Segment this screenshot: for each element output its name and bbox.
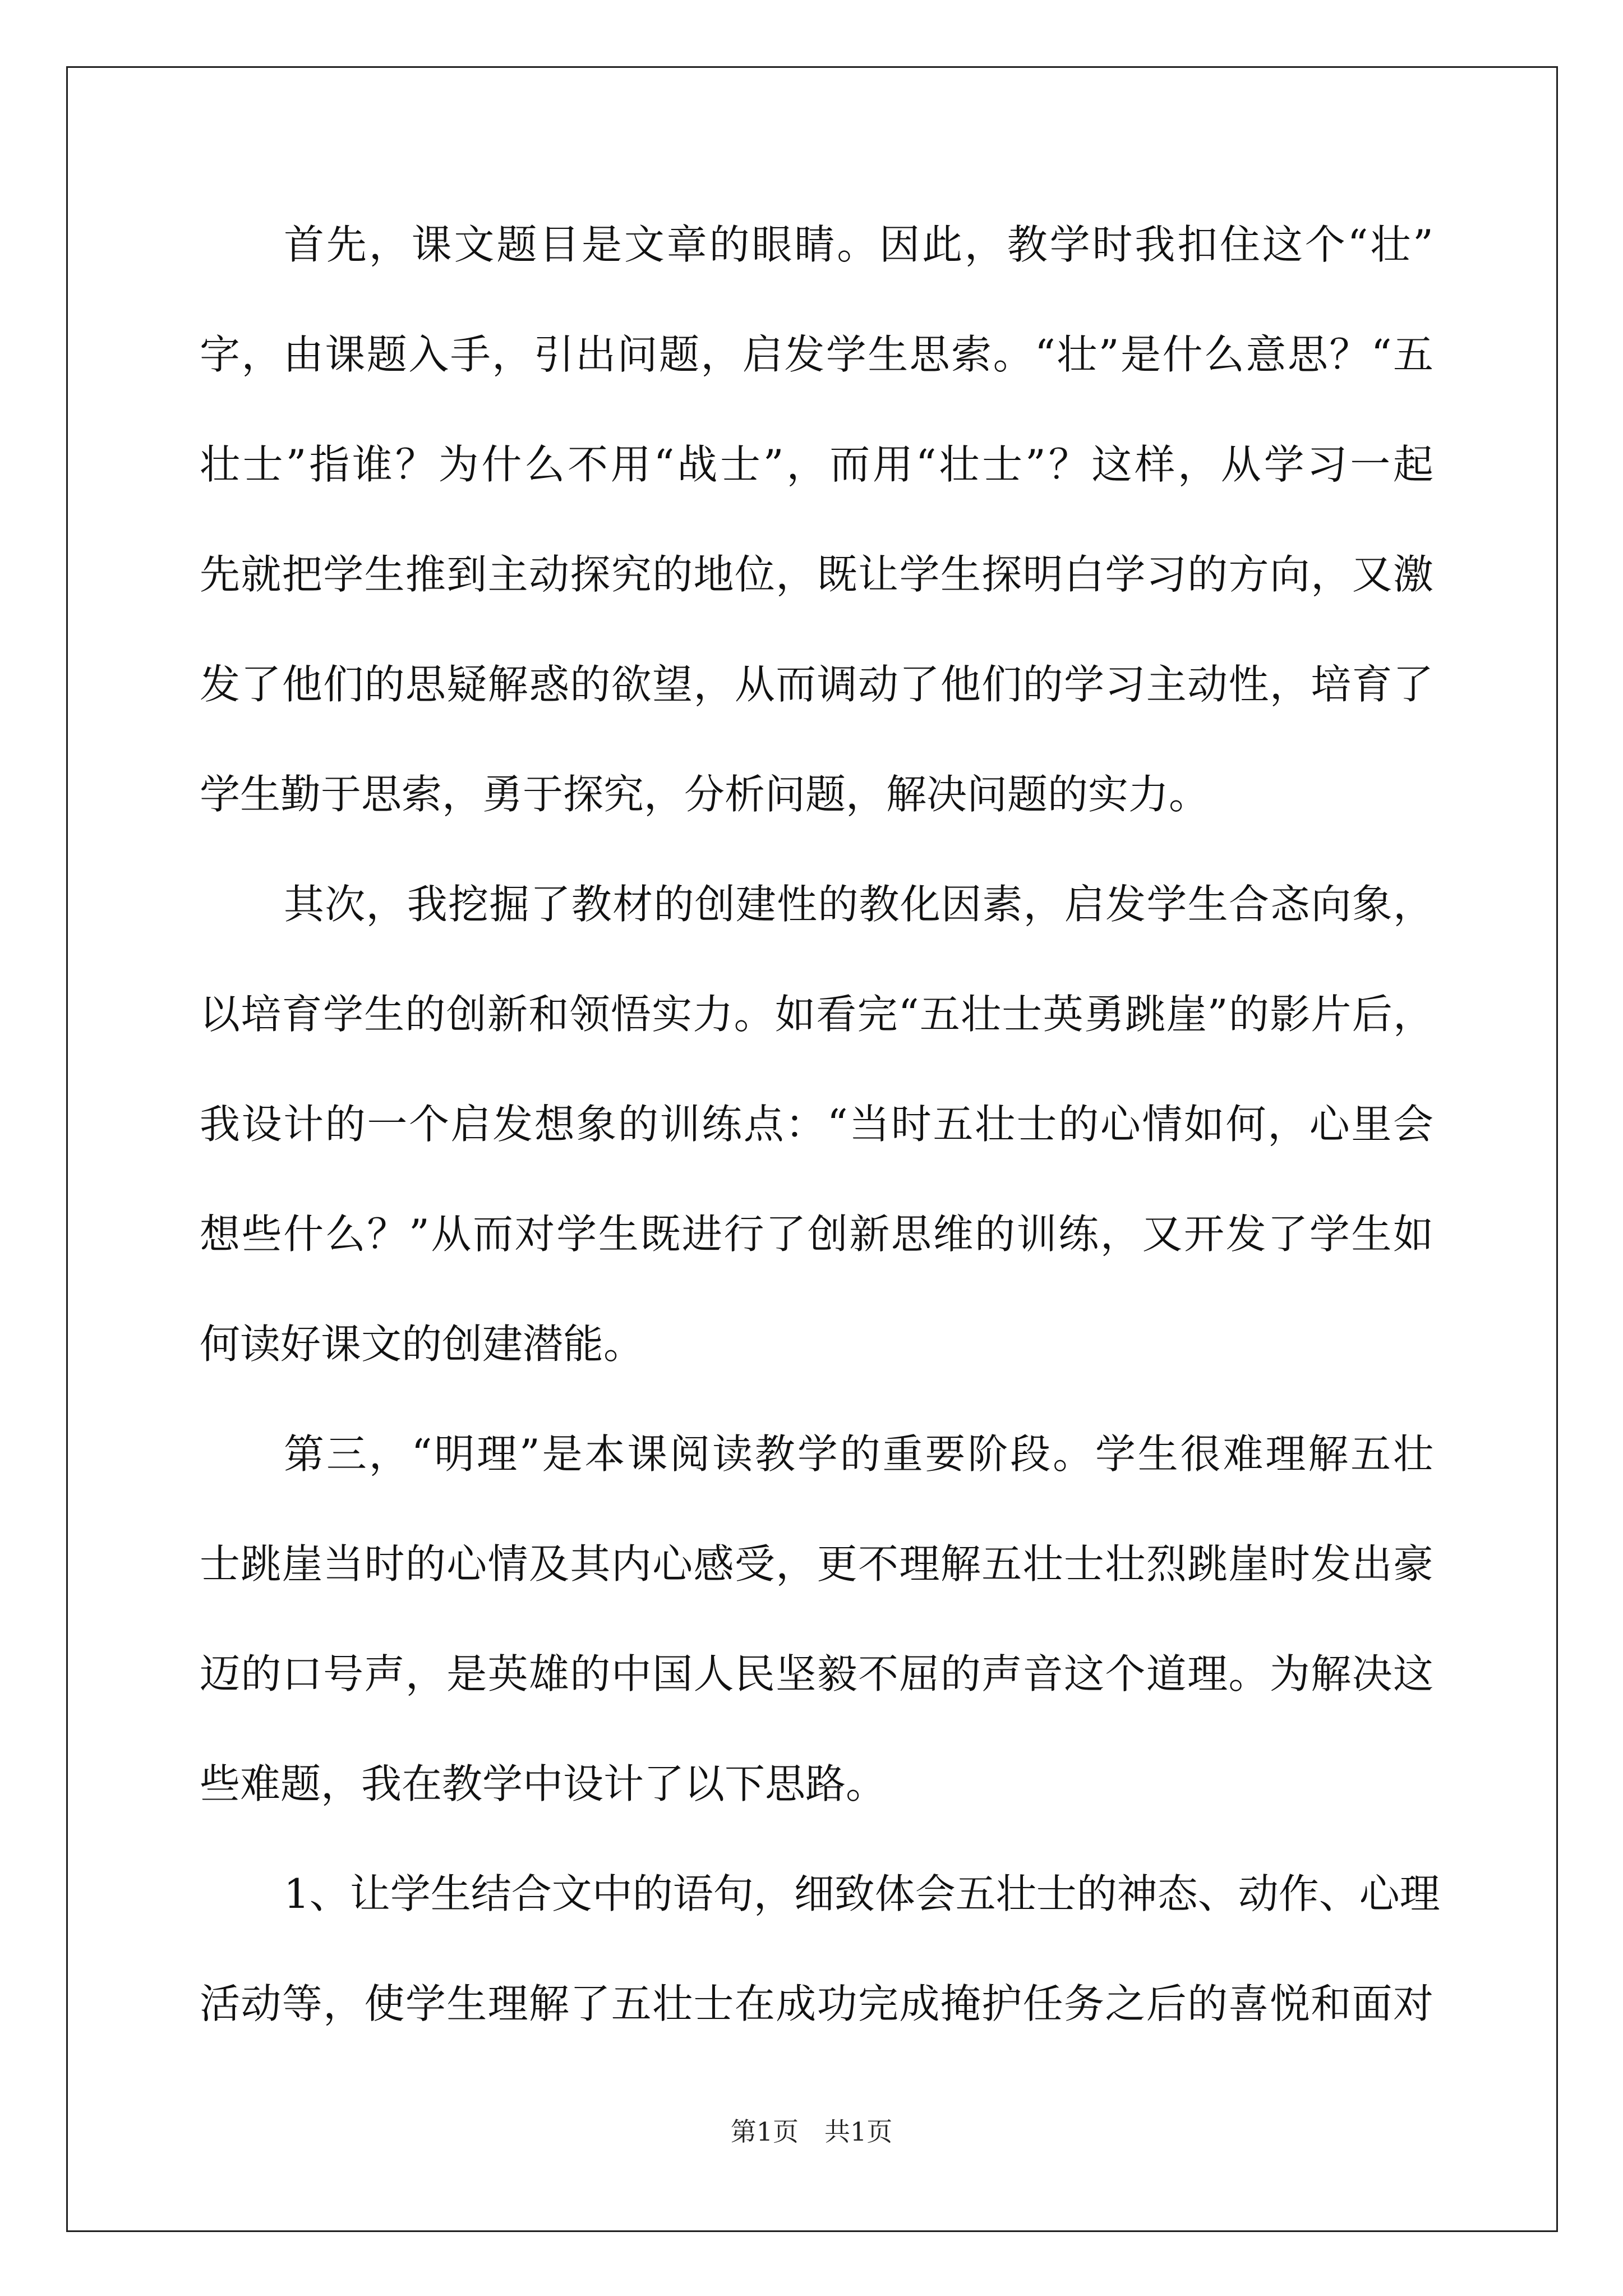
- paragraph-3-line-4: 些难题，我在教学中设计了以下思路。: [200, 1760, 887, 1807]
- paragraph-1-line-5: 发了他们的思疑解惑的欲望，从而调动了他们的学习主动性，培育了: [200, 661, 1433, 708]
- paragraph-2-line-1: 其次，我挖掘了教材的创建性的教化因素，启发学生合忞向象，: [284, 881, 1433, 928]
- paragraph-1-line-2: 字，由课题入手，引出问题，启发学生思索。“壮”是什么意思？“五: [200, 331, 1433, 378]
- paragraph-3-line-2: 士跳崖当时的心情及其内心感受，更不理解五壮士壮烈跳崖时发出豪: [200, 1540, 1433, 1588]
- paragraph-2-line-4: 想些什么？”从而对学生既进行了创新思维的训练，又开发了学生如: [200, 1211, 1433, 1258]
- paragraph-2-line-5: 何读好课文的创建潜能。: [200, 1320, 644, 1368]
- paragraph-1-line-1: 首先，课文题目是文章的眼睛。因此，教学时我扣住这个“壮”: [284, 221, 1433, 268]
- page-number-footer: 第1页 共1页: [730, 2116, 893, 2147]
- paragraph-1-line-4: 先就把学生推到主动探究的地位，既让学生探明白学习的方向，又激: [200, 551, 1433, 598]
- paragraph-2-line-2: 以培育学生的创新和领悟实力。如看完“五壮士英勇跳崖”的影片后，: [200, 991, 1433, 1038]
- paragraph-1-line-3: 壮士”指谁？为什么不用“战士”，而用“壮士”？这样，从学习一起: [200, 441, 1433, 488]
- paragraph-3-line-1: 第三，“明理”是本课阅读教学的重要阶段。学生很难理解五壮: [284, 1430, 1433, 1478]
- paragraph-4-line-2: 活动等，使学生理解了五壮士在成功完成掩护任务之后的喜悦和面对: [200, 1980, 1433, 2027]
- paragraph-2-line-3: 我设计的一个启发想象的训练点：“当时五壮士的心情如何，心里会: [200, 1101, 1433, 1148]
- paragraph-4-line-1: 1、让学生结合文中的语句，细致体会五壮士的神态、动作、心理: [284, 1870, 1440, 1917]
- paragraph-1-line-6: 学生勤于思索，勇于探究，分析问题，解决问题的实力。: [200, 771, 1210, 818]
- paragraph-3-line-3: 迈的口号声，是英雄的中国人民坚毅不屈的声音这个道理。为解决这: [200, 1650, 1433, 1697]
